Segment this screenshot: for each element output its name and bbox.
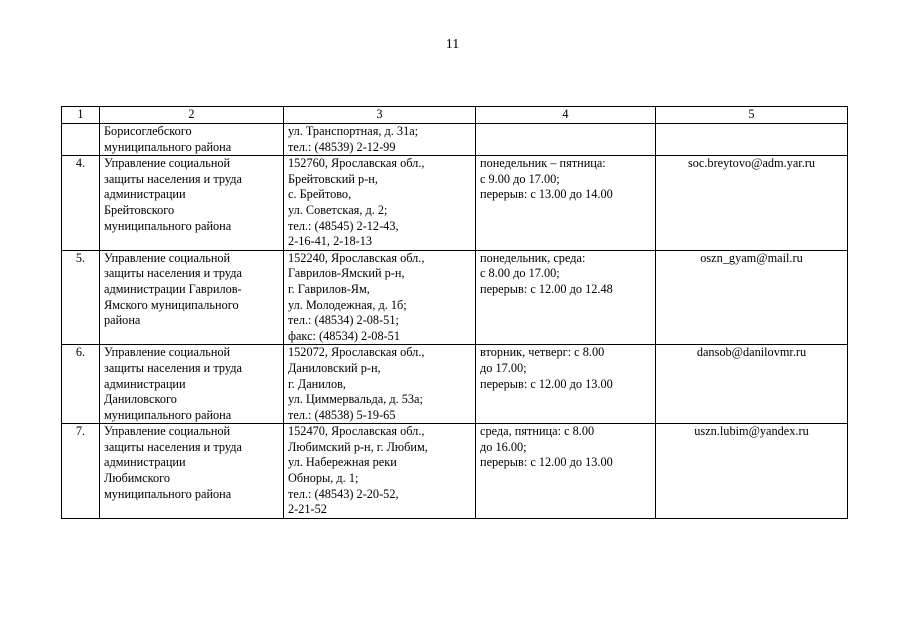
- office-address-line: Гаврилов-Ямский р-н,: [288, 266, 405, 281]
- office-hours-line: до 16.00;: [480, 439, 527, 454]
- row-number: 6.: [62, 345, 100, 424]
- office-hours-line: понедельник, среда:: [480, 250, 586, 265]
- column-header-hours: 4: [476, 107, 656, 124]
- office-address: [284, 156, 476, 251]
- office-name-line: администрации: [104, 455, 186, 470]
- office-address-line: с. Брейтово,: [288, 187, 352, 202]
- office-email: soc.breytovo@adm.yar.ru: [656, 156, 848, 251]
- office-email: uszn.lubim@yandex.ru: [656, 424, 848, 519]
- table-row: [62, 250, 848, 345]
- office-name-line: муниципального района: [104, 486, 232, 501]
- office-hours-line: понедельник – пятница:: [480, 156, 606, 171]
- table-body: [62, 124, 848, 519]
- office-address-line: ул. Транспортная, д. 31а;: [288, 124, 419, 138]
- office-address-line: тел.: (48539) 2-12-99: [288, 139, 396, 154]
- office-name: [100, 345, 284, 424]
- row-number: [62, 124, 100, 156]
- office-address-line: тел.: (48545) 2-12-43,: [288, 218, 399, 233]
- row-number: 4.: [62, 156, 100, 251]
- office-email: [656, 124, 848, 156]
- office-name: [100, 156, 284, 251]
- office-hours-line: перерыв: с 12.00 до 13.00: [480, 376, 613, 391]
- office-address-line: ул. Молодежная, д. 1б;: [288, 297, 407, 312]
- office-name-line: Любимского: [104, 471, 170, 486]
- office-address-line: Даниловский р-н,: [288, 360, 381, 375]
- office-address-line: 2-21-52: [288, 502, 327, 517]
- office-address: [284, 424, 476, 519]
- table-row-continuation: [62, 124, 848, 156]
- office-address-line: тел.: (48543) 2-20-52,: [288, 486, 399, 501]
- office-name-line: Ямского муниципального: [104, 297, 239, 312]
- office-name-line: района: [104, 313, 141, 328]
- table-row: [62, 424, 848, 519]
- office-address-line: ул. Циммервальда, д. 53а;: [288, 392, 423, 407]
- office-hours: [476, 424, 656, 519]
- office-address-line: ул. Советская, д. 2;: [288, 202, 388, 217]
- table-row: [62, 345, 848, 424]
- office-name-line: муниципального района: [104, 139, 232, 154]
- office-hours-line: с 8.00 до 17.00;: [480, 266, 560, 281]
- office-address-line: 152760, Ярославская обл.,: [288, 156, 425, 171]
- office-name-line: защиты населения и труда: [104, 360, 242, 375]
- office-email: oszn_gyam@mail.ru: [656, 250, 848, 345]
- office-hours: [476, 250, 656, 345]
- office-name-line: муниципального района: [104, 407, 232, 422]
- office-address-line: тел.: (48538) 5-19-65: [288, 407, 396, 422]
- office-hours-line: до 17.00;: [480, 360, 527, 375]
- office-address-line: г. Гаврилов-Ям,: [288, 281, 370, 296]
- offices-table: [61, 106, 848, 519]
- office-name-line: Борисоглебского: [104, 124, 192, 138]
- office-address-line: 152470, Ярославская обл.,: [288, 424, 425, 439]
- office-name-line: Управление социальной: [104, 156, 231, 171]
- office-email: dansob@danilovmr.ru: [656, 345, 848, 424]
- table-header-row: [62, 107, 848, 124]
- office-name-line: муниципального района: [104, 218, 232, 233]
- column-header-address: 3: [284, 107, 476, 124]
- office-address: [284, 124, 476, 156]
- office-address-line: 2-16-41, 2-18-13: [288, 234, 373, 249]
- office-name-line: защиты населения и труда: [104, 171, 242, 186]
- office-address-line: факс: (48534) 2-08-51: [288, 328, 400, 343]
- column-header-number: 1: [62, 107, 100, 124]
- office-hours-line: с 9.00 до 17.00;: [480, 171, 560, 186]
- office-name-line: Управление социальной: [104, 424, 231, 439]
- office-name-line: Управление социальной: [104, 345, 231, 360]
- office-name-line: Даниловского: [104, 392, 177, 407]
- office-hours: [476, 345, 656, 424]
- office-name: [100, 424, 284, 519]
- office-address-line: г. Данилов,: [288, 376, 346, 391]
- office-hours-line: среда, пятница: с 8.00: [480, 424, 595, 439]
- office-name-line: администрации Гаврилов-: [104, 281, 242, 296]
- office-address-line: 152072, Ярославская обл.,: [288, 345, 425, 360]
- office-name: [100, 124, 284, 156]
- office-hours-line: перерыв: с 12.00 до 12.48: [480, 281, 613, 296]
- office-name: [100, 250, 284, 345]
- office-address: [284, 250, 476, 345]
- row-number: 5.: [62, 250, 100, 345]
- office-address: [284, 345, 476, 424]
- office-address-line: тел.: (48534) 2-08-51;: [288, 313, 399, 328]
- office-address-line: ул. Набережная реки: [288, 455, 397, 470]
- office-name-line: администрации: [104, 187, 186, 202]
- office-address-line: 152240, Ярославская обл.,: [288, 250, 425, 265]
- office-address-line: Любимский р-н, г. Любим,: [288, 439, 428, 454]
- office-address-line: Брейтовский р-н,: [288, 171, 378, 186]
- page-number: 11: [445, 37, 460, 52]
- office-hours: [476, 124, 656, 156]
- office-address-line: Обноры, д. 1;: [288, 471, 359, 486]
- row-number: 7.: [62, 424, 100, 519]
- office-name-line: администрации: [104, 376, 186, 391]
- office-name-line: Брейтовского: [104, 202, 175, 217]
- office-name-line: Управление социальной: [104, 250, 231, 265]
- table-row: [62, 156, 848, 251]
- office-hours-line: перерыв: с 12.00 до 13.00: [480, 455, 613, 470]
- office-name-line: защиты населения и труда: [104, 439, 242, 454]
- column-header-email: 5: [656, 107, 848, 124]
- office-hours-line: вторник, четверг: с 8.00: [480, 345, 605, 360]
- office-hours: [476, 156, 656, 251]
- office-hours-line: перерыв: с 13.00 до 14.00: [480, 187, 613, 202]
- office-name-line: защиты населения и труда: [104, 266, 242, 281]
- column-header-name: 2: [100, 107, 284, 124]
